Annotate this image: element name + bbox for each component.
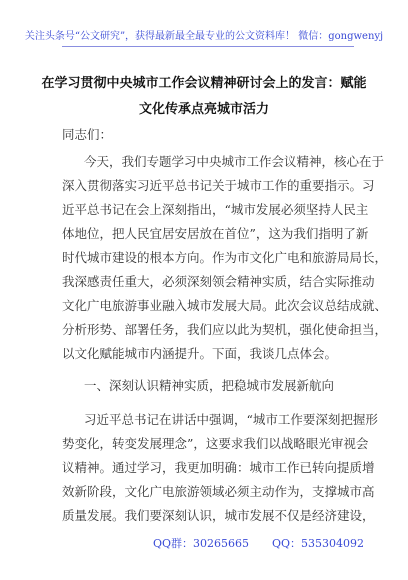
body-line: 我深感责任重大，必须深刻领会精神实质，结合实际推动 (62, 274, 375, 289)
body-line: 效新阶段，文化广电旅游领域必须主动作为，支撑城市高 (62, 484, 375, 499)
header-divider (62, 46, 354, 47)
body-line: 时代城市建设的根本方向。作为市文化广电和旅游局局长， (62, 250, 388, 265)
body-line: 质量发展。我们要深刻认识，城市发展不仅是经济建设， (62, 508, 375, 523)
footer-qq: QQ：535304092 (272, 537, 365, 550)
body-line: 今天，我们专题学习中央城市工作会议精神，核心在于 (84, 154, 385, 169)
body-line: 以文化赋能城市内涵提升。下面，我谈几点体会。 (62, 346, 338, 361)
body-line: 文化广电旅游事业融入城市发展大局。此次会议总结成就、 (62, 298, 388, 313)
salutation: 同志们： (62, 127, 113, 142)
body-line: 近平总书记在会上深刻指出，“城市发展必须坚持人民主 (62, 202, 369, 217)
body-line: 习近平总书记在讲话中强调，“城市工作要深刻把握形 (84, 412, 378, 427)
body-line: 分析形势、部署任务，我们应以此为契机，强化使命担当， (62, 322, 388, 337)
header-banner: 关注头条号“公文研究”，获得最新最全最专业的公文资料库！ 微信：gongwenyj (24, 31, 384, 42)
body-line: 势变化，转变发展理念”，这要求我们以战略眼光审视会 (62, 436, 369, 451)
body-line: 深入贯彻落实习近平总书记关于城市工作的重要指示。习 (62, 178, 375, 193)
document-title-line-2: 文化传承点亮城市活力 (138, 102, 269, 117)
footer-qq-group: QQ群：30265665 (153, 537, 250, 550)
document-title-line-1: 在学习贯彻中央城市工作会议精神研讨会上的发言：赋能 (41, 76, 367, 91)
body-line: 体地位，把人民宜居安居放在首位”，这为我们指明了新 (62, 226, 369, 241)
body-line: 议精神。通过学习，我更加明确：城市工作已转向提质增 (62, 460, 375, 475)
section-heading: 一、深刻认识精神实质，把稳城市发展新航向 (84, 378, 335, 393)
